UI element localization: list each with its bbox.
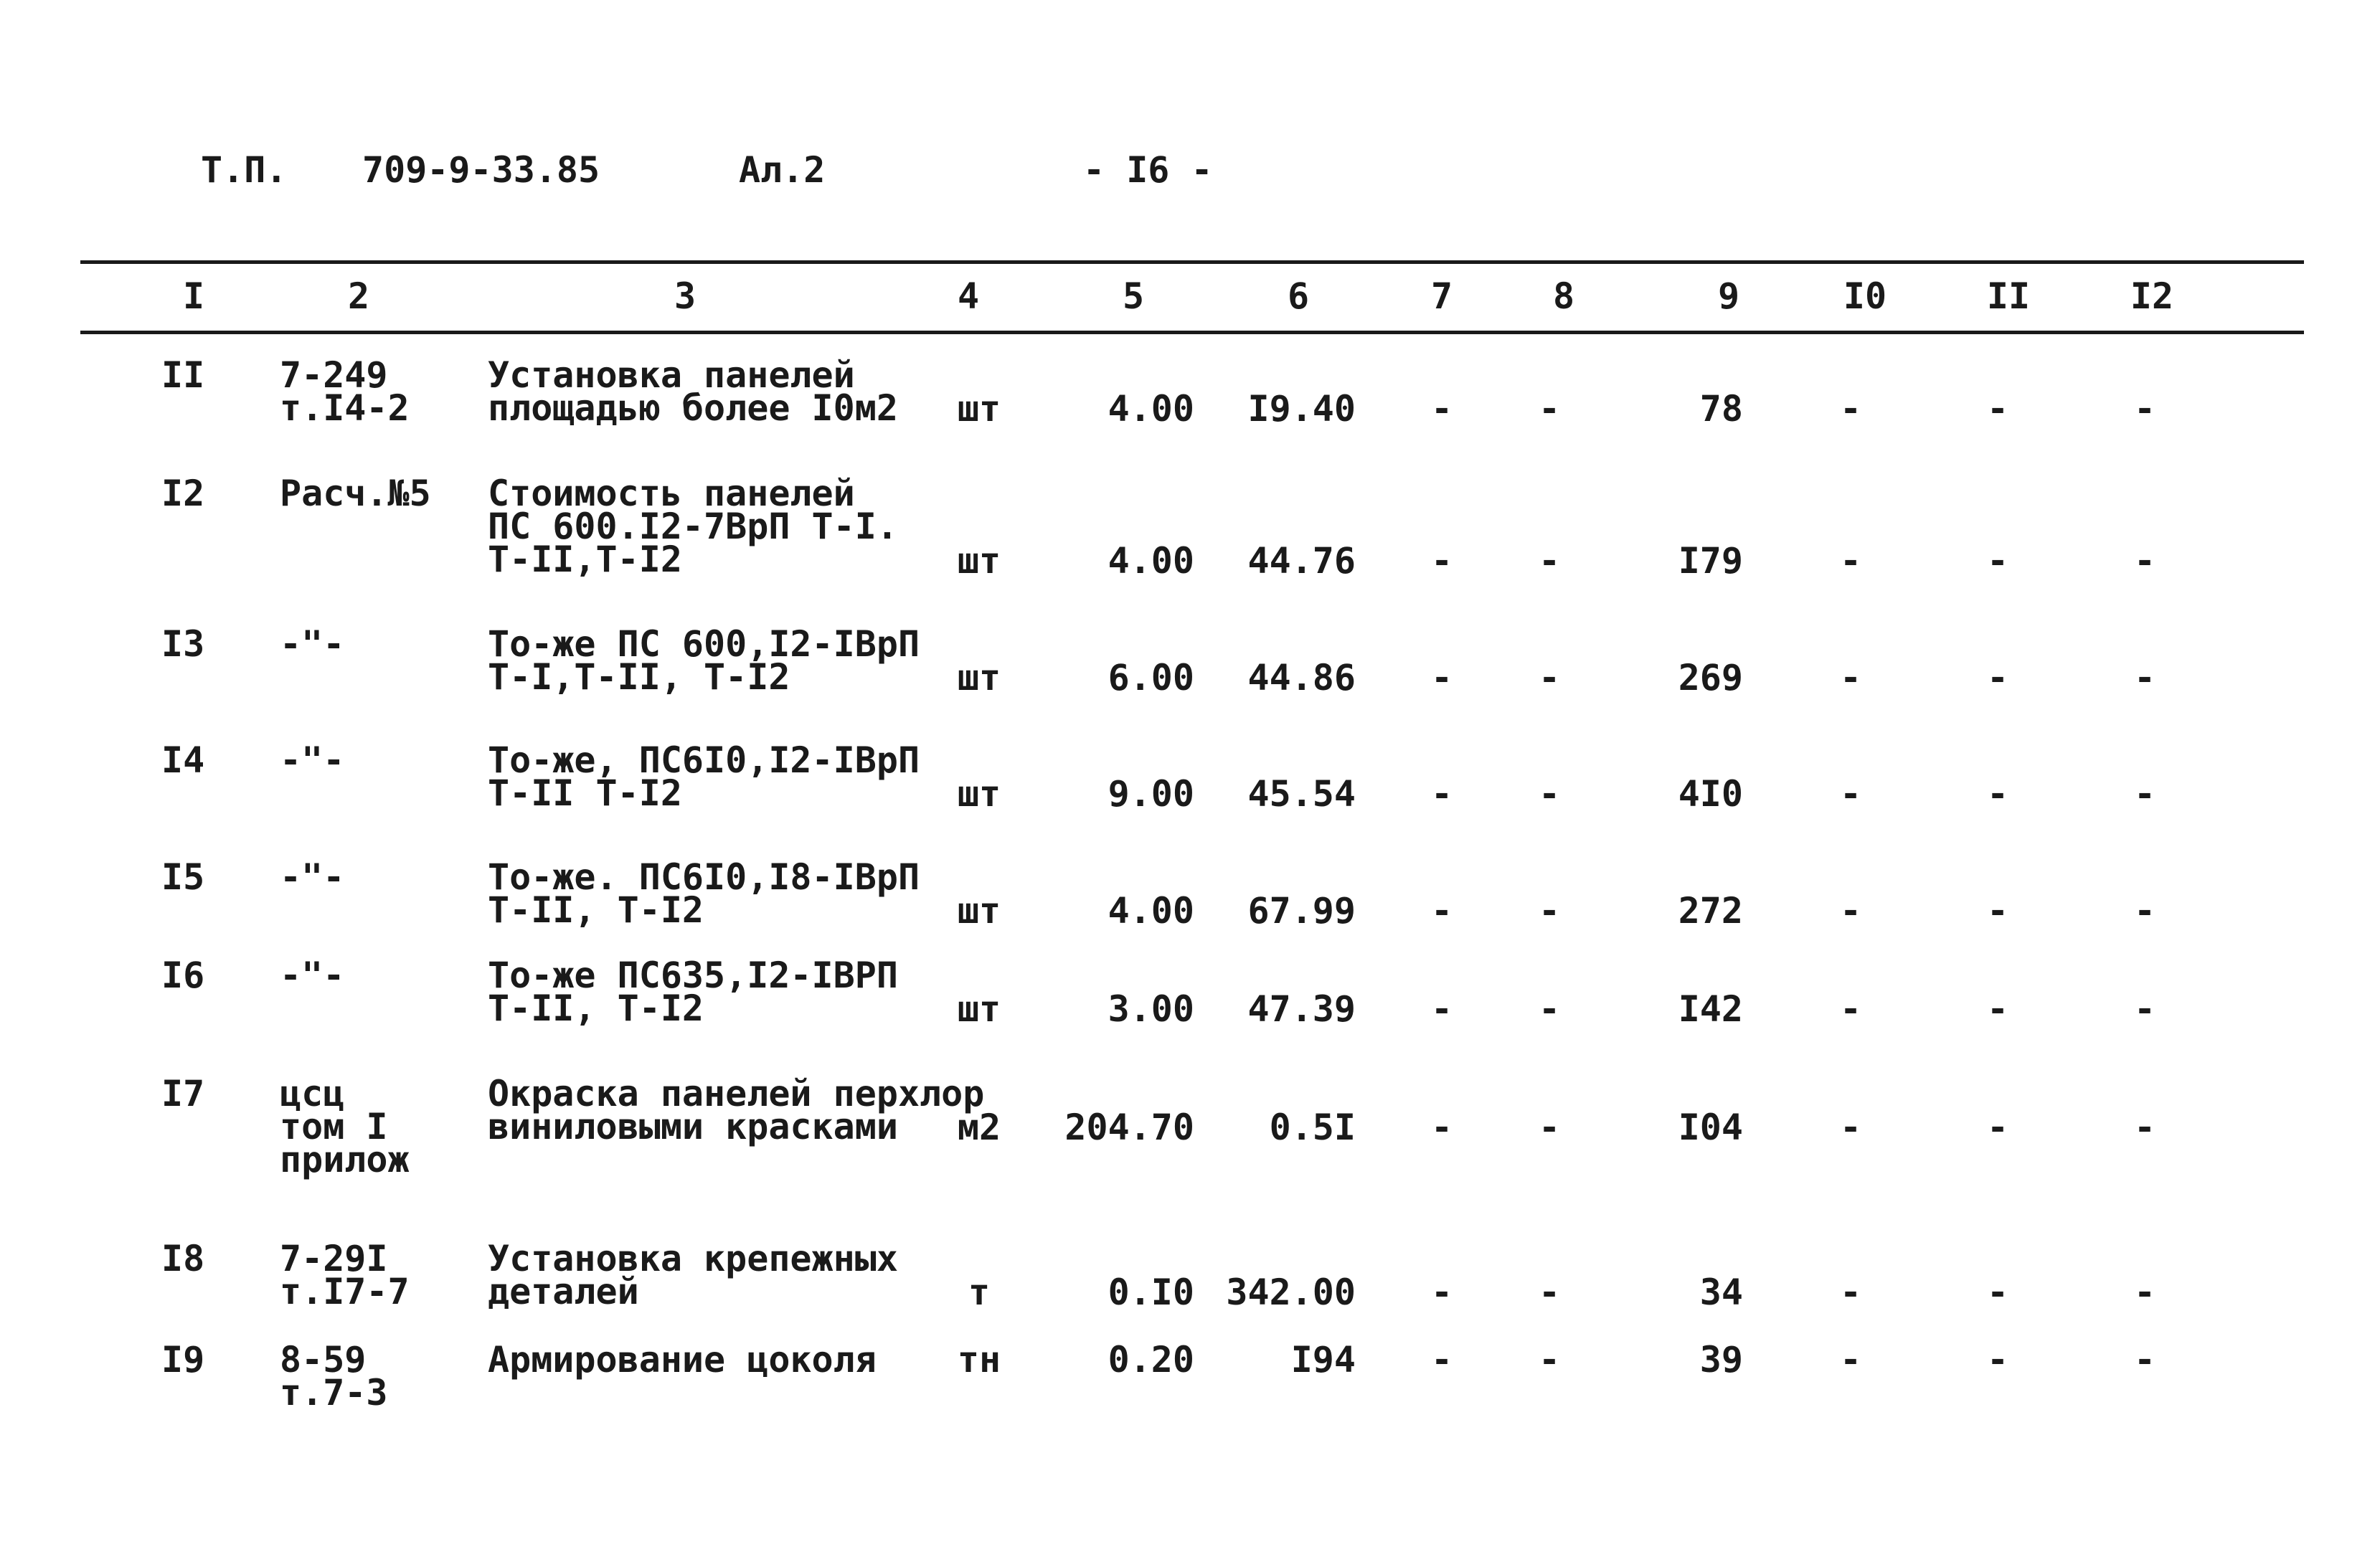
cell-price: I9.40 [1247,388,1356,430]
cell-c9: I79 [1678,540,1743,582]
cell-code: 7-29I т.I7-7 [280,1238,410,1312]
cell-c9: I04 [1678,1107,1743,1148]
cell-n: I3 [161,623,205,665]
cell-c10: - [1839,988,1862,1030]
cell-qty: 0.I0 [1108,1272,1194,1313]
cell-c10: - [1839,1272,1862,1313]
cell-unit: м2 [957,1107,1001,1148]
column-number-9: 9 [1717,275,1740,317]
cell-n: I9 [161,1339,205,1381]
cell-code: -"- [280,623,345,665]
cell-unit: шт [957,773,1001,815]
cell-c11: - [1986,773,2009,815]
cell-n: I4 [161,739,205,781]
cell-price: 67.99 [1247,890,1356,932]
column-number-2: 2 [347,275,370,317]
cell-c8: - [1538,773,1561,815]
cell-c11: - [1986,540,2009,582]
cell-c10: - [1839,1339,1862,1381]
cell-price: 47.39 [1247,988,1356,1030]
cell-c7: - [1430,388,1453,430]
cell-c10: - [1839,388,1862,430]
cell-c7: - [1430,540,1453,582]
cell-c9: 4I0 [1678,773,1743,815]
album-label: Ал.2 [739,149,826,191]
column-number-10: I0 [1843,275,1887,317]
cell-unit: шт [957,890,1001,932]
cell-c12: - [2133,540,2156,582]
cell-qty: 6.00 [1108,657,1194,699]
cell-c9: 39 [1699,1339,1743,1381]
cell-code: Расч.№5 [280,473,431,514]
column-number-7: 7 [1430,275,1453,317]
cell-name: То-же. ПС6I0,I8-IВрП Т-II, Т-I2 [488,856,920,931]
cell-c11: - [1986,1272,2009,1313]
cell-c11: - [1986,1339,2009,1381]
cell-c8: - [1538,988,1561,1030]
cell-c8: - [1538,890,1561,932]
cell-c12: - [2133,1339,2156,1381]
table-top-rule [80,260,2304,264]
doc-number: 709-9-33.85 [362,149,600,191]
cell-c11: - [1986,388,2009,430]
cell-c8: - [1538,540,1561,582]
cell-qty: 204.70 [1064,1107,1194,1148]
cell-price: I94 [1290,1339,1356,1381]
cell-qty: 4.00 [1108,388,1194,430]
cell-c12: - [2133,1272,2156,1313]
cell-code: 7-249 т.I4-2 [280,354,410,429]
cell-c8: - [1538,1272,1561,1313]
cell-price: 44.76 [1247,540,1356,582]
cell-n: I7 [161,1073,205,1114]
cell-unit: шт [957,657,1001,699]
cell-unit: тн [957,1339,1001,1381]
cell-qty: 9.00 [1108,773,1194,815]
cell-c8: - [1538,657,1561,699]
cell-n: I6 [161,955,205,996]
column-number-1: I [182,275,205,317]
table-header-rule [80,331,2304,334]
cell-c12: - [2133,890,2156,932]
cell-c11: - [1986,890,2009,932]
cell-name: Установка крепежных деталей [488,1238,898,1312]
cell-c8: - [1538,1107,1561,1148]
cell-c10: - [1839,890,1862,932]
column-number-5: 5 [1122,275,1145,317]
cell-name: То-же ПС 600,I2-IВрП Т-I,Т-II, Т-I2 [488,623,920,698]
cell-c7: - [1430,1272,1453,1313]
cell-code: -"- [280,739,345,781]
cell-c8: - [1538,388,1561,430]
cell-unit: шт [957,540,1001,582]
cell-name: Установка панелей площадью более I0м2 [488,354,898,429]
cell-c9: 34 [1699,1272,1743,1313]
cell-c12: - [2133,1107,2156,1148]
column-number-8: 8 [1552,275,1575,317]
cell-price: 0.5I [1269,1107,1356,1148]
column-number-12: I2 [2130,275,2174,317]
cell-c11: - [1986,657,2009,699]
cell-name: То-же ПС635,I2-IВРП Т-II, Т-I2 [488,955,898,1029]
cell-c10: - [1839,540,1862,582]
column-number-11: II [1986,275,2031,317]
cell-name: Окраска панелей перхлор виниловыми красками [488,1073,985,1147]
cell-c9: 269 [1678,657,1743,699]
cell-c8: - [1538,1339,1561,1381]
cell-unit: т [968,1272,991,1313]
cell-c10: - [1839,657,1862,699]
cell-code: 8-59 т.7-3 [280,1339,388,1414]
cell-c9: I42 [1678,988,1743,1030]
doc-prefix: Т.П. [201,149,288,191]
cell-qty: 0.20 [1108,1339,1194,1381]
cell-c7: - [1430,773,1453,815]
cell-name: Армирование цоколя [488,1339,877,1381]
cell-c7: - [1430,1339,1453,1381]
cell-name: То-же, ПС6I0,I2-IВрП Т-II Т-I2 [488,739,920,814]
cell-c10: - [1839,773,1862,815]
cell-c12: - [2133,388,2156,430]
cell-n: I2 [161,473,205,514]
cell-c9: 78 [1699,388,1743,430]
cell-name: Стоимость панелей ПС 600.I2-7ВрП Т-I. Т-II,Т-I2 [488,473,898,580]
cell-n: II [161,354,205,396]
cell-qty: 3.00 [1108,988,1194,1030]
cell-unit: шт [957,988,1001,1030]
cell-c9: 272 [1678,890,1743,932]
column-number-4: 4 [957,275,980,317]
cell-code: -"- [280,856,345,898]
cell-code: -"- [280,955,345,996]
cell-price: 342.00 [1226,1272,1356,1313]
column-number-3: 3 [674,275,696,317]
cell-n: I5 [161,856,205,898]
cell-n: I8 [161,1238,205,1279]
cell-price: 44.86 [1247,657,1356,699]
cell-qty: 4.00 [1108,890,1194,932]
cell-qty: 4.00 [1108,540,1194,582]
cell-c12: - [2133,773,2156,815]
cell-unit: шт [957,388,1001,430]
cell-c11: - [1986,988,2009,1030]
cell-c10: - [1839,1107,1862,1148]
cell-c7: - [1430,890,1453,932]
cell-code: цсц том I прилож [280,1073,410,1180]
cell-c12: - [2133,657,2156,699]
cell-c7: - [1430,1107,1453,1148]
cell-c7: - [1430,988,1453,1030]
cell-c11: - [1986,1107,2009,1148]
cell-price: 45.54 [1247,773,1356,815]
page-number: - I6 - [1083,149,1213,191]
cell-c7: - [1430,657,1453,699]
cell-c12: - [2133,988,2156,1030]
column-number-6: 6 [1287,275,1310,317]
